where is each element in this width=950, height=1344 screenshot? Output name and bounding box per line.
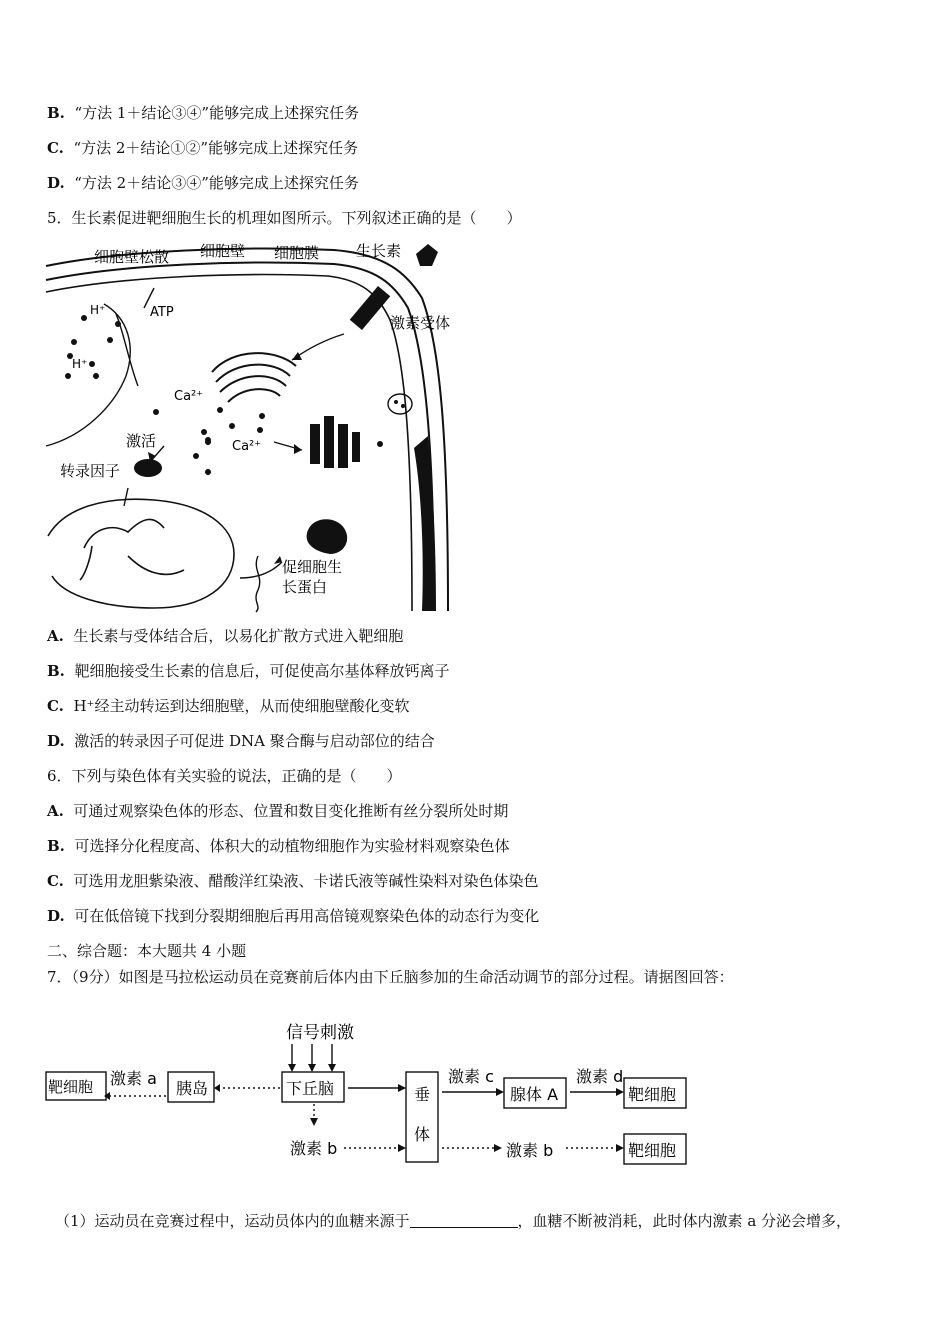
label-gland-a: 腺体 A: [510, 1085, 559, 1104]
label-receptor: 激素受体: [390, 314, 451, 332]
option-q6-d: D. 可在低倍镜下找到分裂期细胞后再用高倍镜观察染色体的动态行为变化: [47, 907, 540, 925]
label-h2: H⁺: [72, 357, 88, 371]
label-hormone-a: 激素 a: [110, 1069, 157, 1088]
auxin-mechanism-figure: [44, 236, 451, 611]
label-protein-2: 长蛋白: [282, 578, 328, 596]
option-q5-b: B. 靶细胞接受生长素的信息后，可促使高尔基体释放钙离子: [47, 662, 450, 680]
option-q5-c: C. H⁺经主动转运到达细胞壁，从而使细胞壁酸化变软: [47, 697, 410, 715]
label-wall-loose: 细胞壁松散: [94, 248, 170, 266]
label-target-1: 靶细胞: [48, 1078, 94, 1096]
option-q5-d: D. 激活的转录因子可促进 DNA 聚合酶与启动部位的结合: [47, 732, 435, 750]
label-target-2: 靶细胞: [628, 1085, 677, 1104]
golgi-body: [212, 353, 296, 402]
label-hormone-b2: 激素 b: [506, 1141, 554, 1160]
label-pituitary-2: 体: [414, 1125, 431, 1144]
label-activate: 激活: [126, 432, 157, 450]
hypothalamus-regulation-diagram: [44, 1016, 704, 1166]
cell-wall-outer: [46, 249, 451, 611]
option-q4-c: C. “方法 2＋结论①②”能够完成上述探究任务: [47, 139, 359, 157]
growth-protein: [307, 519, 348, 554]
vacuole-shadow: [414, 436, 436, 611]
label-h1: H⁺: [90, 303, 106, 317]
label-ca2: Ca²⁺: [232, 439, 262, 454]
question-5-stem: 5．生长素促进靶细胞生长的机理如图所示。下列叙述正确的是（ ）: [47, 209, 522, 227]
label-pituitary-1: 垂: [414, 1085, 431, 1104]
auxin-molecule: [416, 244, 438, 266]
vesicle: [388, 394, 412, 414]
arrow-heads: [148, 352, 302, 564]
label-signal: 信号刺激: [286, 1023, 354, 1043]
label-hypothalamus: 下丘脑: [286, 1079, 335, 1098]
label-atp: ATP: [150, 305, 174, 320]
option-q6-b: B. 可选择分化程度高、体积大的动植物细胞作为实验材料观察染色体: [47, 837, 510, 855]
label-hormone-b1: 激素 b: [290, 1139, 338, 1158]
label-wall: 细胞壁: [200, 242, 246, 260]
nucleus: [48, 499, 234, 608]
label-target-3: 靶细胞: [628, 1141, 677, 1160]
answer-blank[interactable]: [410, 1212, 518, 1228]
section-heading: 二、综合题：本大题共 4 小题: [47, 942, 247, 960]
option-q5-a: A. 生长素与受体结合后，以易化扩散方式进入靶细胞: [47, 627, 404, 645]
question-7-stem: 7．（9分）如图是马拉松运动员在竞赛前后体内由下丘脑参加的生命活动调节的部分过程。请据图回答：: [47, 968, 734, 986]
option-q4-d: D. “方法 2＋结论③④”能够完成上述探究任务: [47, 174, 359, 192]
label-tf: 转录因子: [60, 462, 121, 480]
label-islet: 胰岛: [176, 1079, 209, 1098]
endoplasmic-shape: [310, 416, 360, 468]
dna-strand: [80, 519, 184, 580]
label-hormone-c: 激素 c: [448, 1067, 494, 1086]
label-ca1: Ca²⁺: [174, 389, 204, 404]
label-protein-1: 促细胞生: [282, 558, 343, 576]
option-q4-b: B. “方法 1＋结论③④”能够完成上述探究任务: [47, 104, 360, 122]
label-membrane: 细胞膜: [274, 244, 320, 262]
calcium-dots: [153, 407, 383, 475]
question-7-sub-1: （1）运动员在竞赛过程中，运动员体内的血糖来源于 ，血糖不断被消耗，此时体内激素 a 分泌会增多，: [55, 1212, 852, 1230]
option-q6-c: C. 可选用龙胆紫染液、醋酸洋红染液、卡诺氏液等碱性染料对染色体染色: [47, 872, 539, 890]
label-auxin: 生长素: [356, 242, 402, 260]
mrna-strand: [256, 556, 260, 612]
option-q6-a: A. 可通过观察染色体的形态、位置和数目变化推断有丝分裂所处时期: [47, 802, 509, 820]
question-6-stem: 6．下列与染色体有关实验的说法，正确的是（ ）: [47, 767, 402, 785]
label-hormone-d: 激素 d: [576, 1067, 624, 1086]
transcription-factor: [134, 459, 162, 477]
